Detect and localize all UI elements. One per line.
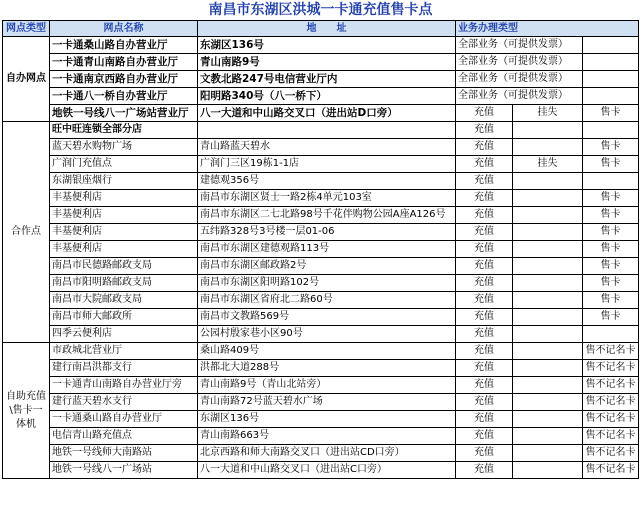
service-s3: 售卡 (583, 139, 639, 156)
service-s1: 充值 (456, 258, 513, 275)
service-s2 (513, 275, 583, 292)
table-row (3, 343, 639, 360)
outlet-address: 南昌市东湖区阳明路102号 (198, 275, 456, 292)
outlet-address: 南昌市东湖区邮政路2号 (198, 258, 456, 275)
service-s1: 充值 (456, 292, 513, 309)
outlet-address: 桑山路409号 (198, 343, 456, 360)
table-row (3, 275, 639, 292)
service-s3: 售不记名卡 (583, 394, 639, 411)
header-row (3, 21, 639, 37)
service-s1: 充值 (456, 428, 513, 445)
service-s2 (513, 122, 583, 139)
section-type: 合作点 (3, 122, 50, 343)
service-s3: 售不记名卡 (583, 343, 639, 360)
service-s2 (513, 428, 583, 445)
service-s2 (513, 241, 583, 258)
outlet-table (2, 0, 639, 479)
outlet-name: 四季云便利店 (50, 326, 198, 343)
service-s2 (513, 326, 583, 343)
outlet-name: 丰基便利店 (50, 190, 198, 207)
outlet-name: 南昌市师大邮政所 (50, 309, 198, 326)
outlet-address: 青山南路9号（青山北站旁） (198, 377, 456, 394)
service-s2 (513, 139, 583, 156)
service-s1: 充值 (456, 462, 513, 479)
service-s3: 售卡 (583, 190, 639, 207)
outlet-address: 青山路蓝天碧水 (198, 139, 456, 156)
service-empty (583, 88, 639, 105)
service-full: 全部业务（可提供发票） (456, 71, 583, 88)
outlet-address: 建德观356号 (198, 173, 456, 190)
service-s1: 充值 (456, 224, 513, 241)
table-row (3, 360, 639, 377)
outlet-address: 南昌市文教路569号 (198, 309, 456, 326)
outlet-name: 地铁一号线师大南路站 (50, 445, 198, 462)
service-s3: 售卡 (583, 224, 639, 241)
table-row (3, 122, 639, 139)
outlet-name: 南昌市大院邮政支局 (50, 292, 198, 309)
header-type: 网点类型 (3, 21, 50, 37)
outlet-name: 东湖银座烟行 (50, 173, 198, 190)
outlet-address: 文教北路247号电信营业厅内 (198, 71, 456, 88)
service-full: 全部业务（可提供发票） (456, 54, 583, 71)
service-s3: 售卡 (583, 258, 639, 275)
service-s1: 充值 (456, 105, 513, 122)
section-type: 自助充值\售卡一体机 (3, 343, 50, 479)
service-s2 (513, 173, 583, 190)
service-s1: 充值 (456, 394, 513, 411)
table-row (3, 156, 639, 173)
service-s3: 售卡 (583, 241, 639, 258)
outlet-name: 一卡通青山南路自办营业厅旁 (50, 377, 198, 394)
outlet-address: 青山南路72号蓝天碧水广场 (198, 394, 456, 411)
outlet-address: 洪都北大道288号 (198, 360, 456, 377)
service-s1: 充值 (456, 360, 513, 377)
service-s2 (513, 445, 583, 462)
service-s1: 充值 (456, 241, 513, 258)
service-s3: 售不记名卡 (583, 428, 639, 445)
outlet-address: 南昌市东湖区建德观路113号 (198, 241, 456, 258)
table-row (3, 462, 639, 479)
service-s3: 售卡 (583, 275, 639, 292)
outlet-name: 蓝天碧水购物广场 (50, 139, 198, 156)
outlet-name: 电信青山路充值点 (50, 428, 198, 445)
outlet-name: 一卡通桑山路自办营业厅 (50, 37, 198, 54)
outlet-name: 一卡通八一桥自办营业厅 (50, 88, 198, 105)
outlet-name: 地铁一号线八一广场站营业厅 (50, 105, 198, 122)
service-s2 (513, 360, 583, 377)
table-row (3, 292, 639, 309)
service-s3: 售不记名卡 (583, 377, 639, 394)
service-s1: 充值 (456, 343, 513, 360)
outlet-name: 建行南昌洪都支行 (50, 360, 198, 377)
outlet-address: 东湖区136号 (198, 411, 456, 428)
service-s2: 挂失 (513, 156, 583, 173)
table-row (3, 411, 639, 428)
outlet-address: 八一大道和中山路交叉口（进出站D口旁） (198, 105, 456, 122)
service-s2 (513, 207, 583, 224)
service-s3: 售不记名卡 (583, 411, 639, 428)
outlet-address: 北京西路和师大南路交叉口（进出站CD口旁） (198, 445, 456, 462)
service-s1: 充值 (456, 326, 513, 343)
outlet-name: 一卡通南京西路自办营业厅 (50, 71, 198, 88)
table-row (3, 258, 639, 275)
service-s2 (513, 309, 583, 326)
service-s2 (513, 343, 583, 360)
table-row (3, 326, 639, 343)
service-s2 (513, 258, 583, 275)
service-s2 (513, 462, 583, 479)
service-s2 (513, 190, 583, 207)
service-empty (583, 54, 639, 71)
outlet-address: 五纬路328号3号楼一层01-06 (198, 224, 456, 241)
service-s1: 充值 (456, 139, 513, 156)
outlet-address: 青山南路663号 (198, 428, 456, 445)
header-address: 地 址 (198, 21, 456, 37)
service-s1: 充值 (456, 173, 513, 190)
service-s3: 售不记名卡 (583, 360, 639, 377)
table-row (3, 173, 639, 190)
service-s3: 售卡 (583, 207, 639, 224)
outlet-address: 广润门三区19栋1-1店 (198, 156, 456, 173)
table-row (3, 394, 639, 411)
service-s3: 售不记名卡 (583, 462, 639, 479)
service-s3: 售卡 (583, 309, 639, 326)
service-s2 (513, 411, 583, 428)
outlet-name: 一卡通桑山路自办营业厅 (50, 411, 198, 428)
service-s3: 售卡 (583, 292, 639, 309)
outlet-name: 南昌市民德路邮政支局 (50, 258, 198, 275)
table-row (3, 309, 639, 326)
service-s1: 充值 (456, 309, 513, 326)
outlet-name: 旺中旺连锁全部分店 (50, 122, 198, 139)
table-row (3, 190, 639, 207)
service-s1: 充值 (456, 411, 513, 428)
service-s3: 售卡 (583, 156, 639, 173)
outlet-name: 南昌市阳明路邮政支局 (50, 275, 198, 292)
outlet-address: 南昌市东湖区省府北二路60号 (198, 292, 456, 309)
service-s3: 售卡 (583, 105, 639, 122)
outlet-name: 市政城北营业厅 (50, 343, 198, 360)
header-name: 网点名称 (50, 21, 198, 37)
outlet-name: 广润门充值点 (50, 156, 198, 173)
table-row (3, 377, 639, 394)
outlet-address: 东湖区136号 (198, 37, 456, 54)
service-empty (583, 37, 639, 54)
outlet-address (198, 122, 456, 139)
outlet-address: 八一大道和中山路交叉口（进出站C口旁） (198, 462, 456, 479)
table-row (3, 207, 639, 224)
service-s2 (513, 224, 583, 241)
service-empty (583, 71, 639, 88)
service-s3 (583, 173, 639, 190)
table-row (3, 88, 639, 105)
service-s1: 充值 (456, 190, 513, 207)
service-s2: 挂失 (513, 105, 583, 122)
table-row (3, 139, 639, 156)
outlet-name: 丰基便利店 (50, 207, 198, 224)
outlet-address: 阳明路340号（八一桥下） (198, 88, 456, 105)
page-title: 南昌市东湖区洪城一卡通充值售卡点 (208, 2, 433, 18)
service-s3 (583, 122, 639, 139)
outlet-name: 丰基便利店 (50, 241, 198, 258)
service-s1: 充值 (456, 275, 513, 292)
outlet-address: 公园村殷家巷小区90号 (198, 326, 456, 343)
outlet-name: 一卡通青山南路自办营业厅 (50, 54, 198, 71)
table-row (3, 241, 639, 258)
table-row (3, 71, 639, 88)
table-row (3, 54, 639, 71)
table-row (3, 105, 639, 122)
header-service: 业务办理类型 (456, 21, 639, 37)
service-s2 (513, 394, 583, 411)
outlet-name: 地铁一号线八一广场站 (50, 462, 198, 479)
service-s3 (583, 326, 639, 343)
service-s1: 充值 (456, 207, 513, 224)
table-row (3, 428, 639, 445)
service-s3: 售不记名卡 (583, 445, 639, 462)
service-s1: 充值 (456, 122, 513, 139)
service-s2 (513, 377, 583, 394)
outlet-name: 丰基便利店 (50, 224, 198, 241)
table-row (3, 37, 639, 54)
service-s2 (513, 292, 583, 309)
service-s1: 充值 (456, 156, 513, 173)
section-type: 自办网点 (3, 37, 50, 122)
service-full: 全部业务（可提供发票） (456, 88, 583, 105)
table-row (3, 445, 639, 462)
service-full: 全部业务（可提供发票） (456, 37, 583, 54)
outlet-address: 南昌市东湖区贤士一路2栋4单元103室 (198, 190, 456, 207)
table-row (3, 224, 639, 241)
service-s1: 充值 (456, 445, 513, 462)
outlet-name: 建行蓝天碧水支行 (50, 394, 198, 411)
service-s1: 充值 (456, 377, 513, 394)
outlet-address: 南昌市东湖区二七北路98号千花伴购物公园A座A126号 (198, 207, 456, 224)
outlet-address: 青山南路9号 (198, 54, 456, 71)
